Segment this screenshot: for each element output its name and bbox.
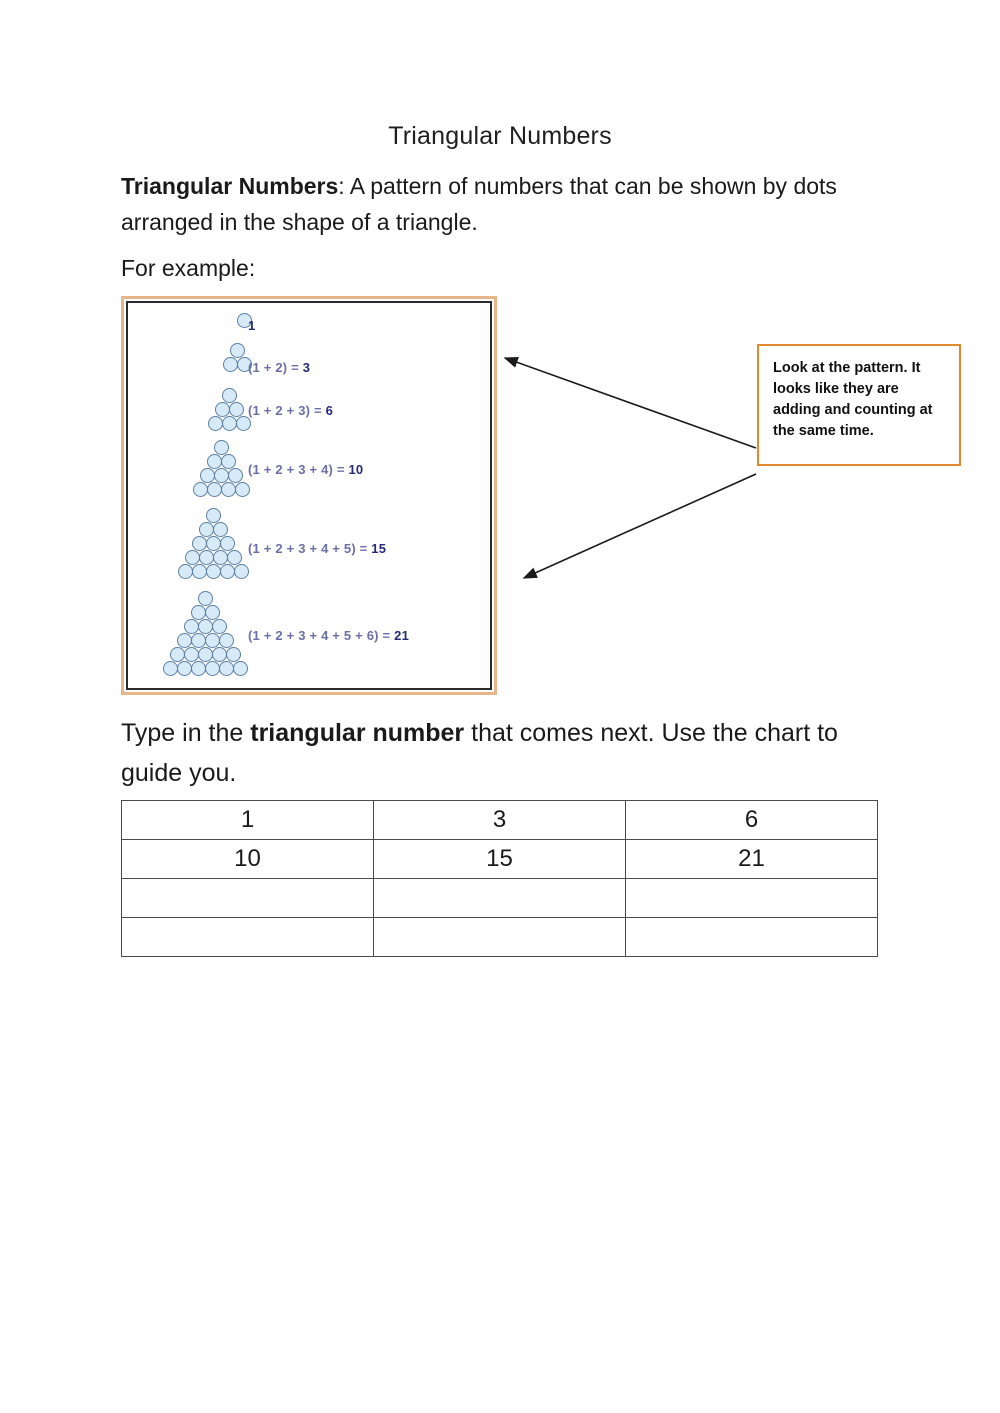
dot-icon xyxy=(233,661,248,676)
dot-icon xyxy=(163,661,178,676)
dot-row xyxy=(152,564,274,579)
dot-icon xyxy=(206,508,221,523)
dot-icon xyxy=(198,619,213,634)
dot-icon xyxy=(215,402,230,417)
dot-icon xyxy=(205,633,220,648)
dot-row xyxy=(152,508,274,523)
pyramid-sum-expression: (1 + 2 + 3 + 4 + 5 + 6) = xyxy=(248,628,395,643)
table-cell-value: 21 xyxy=(626,840,878,879)
dot-icon xyxy=(191,605,206,620)
dot-icon xyxy=(226,647,241,662)
table-cell-input[interactable] xyxy=(122,918,374,957)
dot-row xyxy=(168,388,290,403)
dot-icon xyxy=(170,647,185,662)
pyramid-sum-expression: (1 + 2 + 3 + 4) = xyxy=(248,462,349,477)
dot-icon xyxy=(227,550,242,565)
definition-term: Triangular Numbers xyxy=(121,173,339,199)
dot-icon xyxy=(192,536,207,551)
pyramid-result: 10 xyxy=(348,462,364,477)
pyramid-equation xyxy=(248,318,255,333)
pyramid-result: 15 xyxy=(371,541,387,556)
dot-icon xyxy=(184,619,199,634)
dot-icon xyxy=(213,522,228,537)
dot-icon xyxy=(184,647,199,662)
dot-icon xyxy=(221,454,236,469)
dot-icon xyxy=(191,633,206,648)
dot-icon xyxy=(223,357,238,372)
dot-icon xyxy=(206,536,221,551)
callout-note: Look at the pattern. It looks like they are adding and counting at the same time. xyxy=(757,344,961,466)
dot-row xyxy=(144,605,266,620)
table-row xyxy=(122,879,878,918)
table-cell-input[interactable] xyxy=(374,918,626,957)
dot-icon xyxy=(229,402,244,417)
instruction-emphasis: triangular number xyxy=(250,719,465,747)
dot-row xyxy=(144,591,266,606)
dot-icon xyxy=(236,416,251,431)
dot-icon xyxy=(214,468,229,483)
pyramid-sum-expression: (1 + 2) = xyxy=(248,360,303,375)
page-title: Triangular Numbers xyxy=(388,122,612,150)
dot-icon xyxy=(220,536,235,551)
dot-row xyxy=(183,313,305,328)
pyramid-result: 6 xyxy=(325,403,334,418)
dot-row xyxy=(160,482,282,497)
dot-icon xyxy=(177,633,192,648)
dot-icon xyxy=(222,388,237,403)
instruction-suffix: that comes next. Use the chart to guide you. xyxy=(121,719,838,787)
triangular-number-diagram xyxy=(121,296,497,695)
dot-icon xyxy=(221,482,236,497)
dot-row xyxy=(144,661,266,676)
instruction-prefix: Type in the xyxy=(121,719,251,747)
table-row xyxy=(122,840,878,879)
dot-icon xyxy=(198,591,213,606)
table-cell-value: 15 xyxy=(374,840,626,879)
dot-icon xyxy=(200,468,215,483)
arrow-lower xyxy=(524,474,756,578)
dot-icon xyxy=(192,564,207,579)
instruction-paragraph xyxy=(121,713,901,793)
table-cell-input[interactable] xyxy=(122,879,374,918)
table-cell-input[interactable] xyxy=(626,918,878,957)
dot-icon xyxy=(220,564,235,579)
diagram-inner-frame xyxy=(126,301,492,690)
pyramid-equation xyxy=(248,541,386,556)
dot-icon xyxy=(199,522,214,537)
dot-pyramid xyxy=(183,313,305,327)
dot-icon xyxy=(205,605,220,620)
triangular-numbers-table xyxy=(121,800,878,957)
dot-icon xyxy=(207,454,222,469)
dot-row xyxy=(160,440,282,455)
pyramid-equation xyxy=(248,403,333,418)
table-cell-input[interactable] xyxy=(374,879,626,918)
dot-icon xyxy=(191,661,206,676)
dot-icon xyxy=(219,661,234,676)
table-cell-value: 3 xyxy=(374,801,626,840)
definition-paragraph xyxy=(121,168,881,240)
dot-icon xyxy=(212,619,227,634)
dot-icon xyxy=(207,482,222,497)
pyramid-result: 1 xyxy=(248,318,256,333)
dot-icon xyxy=(219,633,234,648)
dot-icon xyxy=(185,550,200,565)
dot-icon xyxy=(178,564,193,579)
for-example-label: For example: xyxy=(121,255,256,281)
arrow-upper xyxy=(505,358,756,448)
dot-icon xyxy=(205,661,220,676)
dot-icon xyxy=(198,647,213,662)
pyramid-equation xyxy=(248,360,310,375)
dot-icon xyxy=(199,550,214,565)
dot-row xyxy=(176,343,298,358)
dot-icon xyxy=(234,564,249,579)
pyramid-sum-expression: (1 + 2 + 3) = xyxy=(248,403,326,418)
dot-row xyxy=(152,522,274,537)
table-row xyxy=(122,801,878,840)
table-cell-value: 6 xyxy=(626,801,878,840)
dot-icon xyxy=(212,647,227,662)
pyramid-result: 21 xyxy=(394,628,410,643)
dot-icon xyxy=(228,468,243,483)
dot-row xyxy=(144,647,266,662)
dot-icon xyxy=(213,550,228,565)
pyramid-result: 3 xyxy=(302,360,311,375)
dot-icon xyxy=(222,416,237,431)
table-cell-value: 1 xyxy=(122,801,374,840)
dot-icon xyxy=(206,564,221,579)
dot-icon xyxy=(235,482,250,497)
definition-body: : A pattern of numbers that can be shown by dots arranged in the shape of a triangle. xyxy=(121,173,837,235)
table-cell-value: 10 xyxy=(122,840,374,879)
pyramid-equation xyxy=(248,462,363,477)
pyramid-equation xyxy=(248,628,409,643)
dot-icon xyxy=(177,661,192,676)
table-row xyxy=(122,918,878,957)
dot-row xyxy=(168,416,290,431)
table-cell-input[interactable] xyxy=(626,879,878,918)
pyramid-sum-expression: (1 + 2 + 3 + 4 + 5) = xyxy=(248,541,372,556)
dot-icon xyxy=(230,343,245,358)
dot-icon xyxy=(193,482,208,497)
dot-icon xyxy=(208,416,223,431)
dot-icon xyxy=(214,440,229,455)
